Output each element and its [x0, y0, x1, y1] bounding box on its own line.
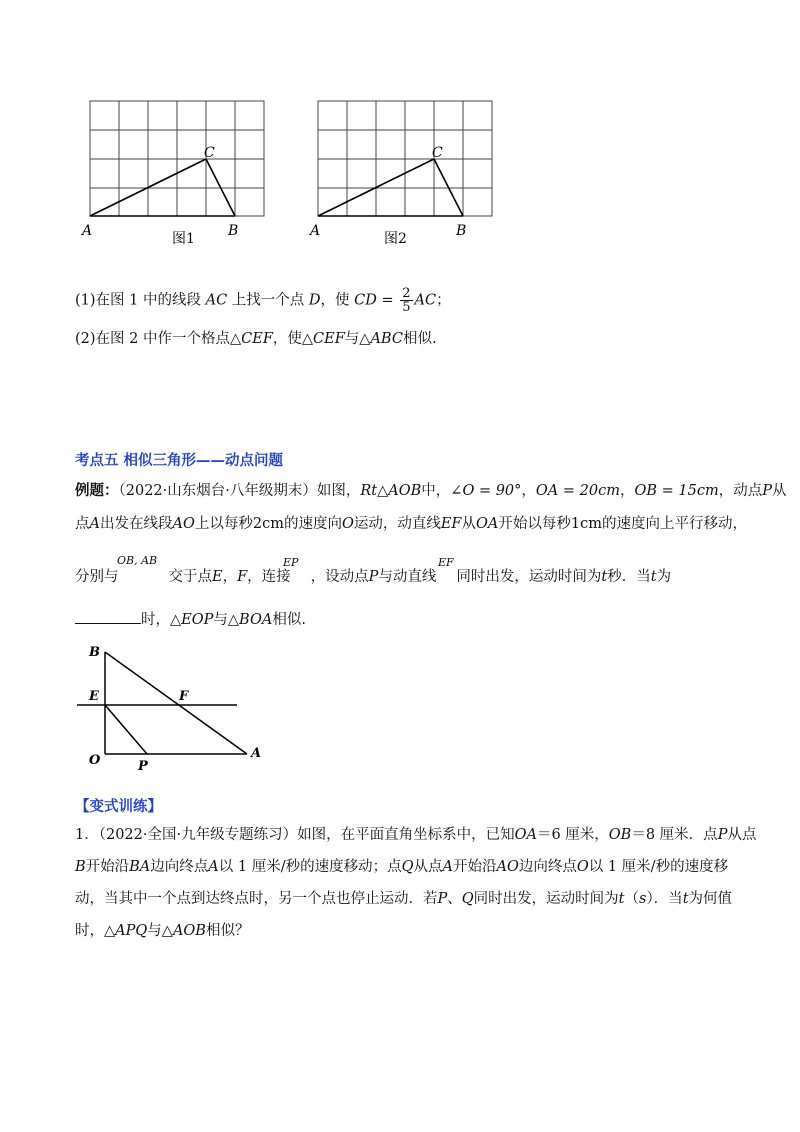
question-2 [75, 329, 437, 349]
v-text: 1．（2022·全国·九年级专题练习）如图，在平面直角坐标系中，已知 [75, 827, 515, 843]
ex-text: 从 [461, 516, 476, 532]
q1-text: 上找一个点 [231, 292, 305, 309]
label-b: B [456, 223, 467, 239]
v-text: ＝8 厘米．点 [631, 827, 718, 843]
ex-math: t [601, 569, 608, 585]
ex-text: 为 [656, 569, 672, 585]
v-text: 从点 [413, 859, 443, 875]
v-math: t [618, 891, 625, 907]
v-text: 动，当其中一个点到达终点时，另一个点也停止运动．若 [75, 891, 438, 907]
v-text: 开始沿 [452, 859, 497, 875]
ex-text: 的速度向 [283, 516, 342, 532]
label-p: P [138, 759, 148, 774]
example-line-1 [75, 481, 786, 501]
ex-text: 时， [141, 612, 170, 628]
q1-seg: AC [205, 292, 228, 309]
figure-3-lines [77, 652, 247, 754]
v-text: 以 1 厘米/秒的速度移 [588, 859, 729, 875]
caption-2: 图2 [384, 231, 407, 245]
v-text: 边向终点 [150, 859, 209, 875]
v-text: 开始沿 [85, 859, 130, 875]
ex-text: （2022·山东烟台·八年级期末）如图， [118, 483, 361, 499]
ex-text: 出发在线段 [99, 516, 173, 532]
example-line-4 [75, 609, 306, 630]
q1-lhs: CD [354, 292, 377, 309]
q2-tri: CEF [313, 331, 345, 347]
ex-text: 开始以每秒 [498, 516, 571, 532]
label-c: C [204, 145, 215, 161]
label-e: E [89, 689, 99, 704]
example-line-2 [75, 514, 747, 534]
v-math: APQ [115, 923, 148, 939]
ex-text: 运动，动直线 [353, 516, 441, 532]
figure-1 [80, 95, 280, 245]
ex-text: 点 [75, 516, 90, 532]
v-math: O [576, 859, 589, 875]
v-math: BA [129, 859, 151, 875]
ex-text: 相似. [272, 612, 306, 628]
v-text: 从点 [727, 827, 757, 843]
ex-text: 从 [771, 483, 787, 499]
q1-text: (1)在图 1 中的线段 [75, 292, 201, 309]
grid-1 [90, 101, 264, 216]
ex-math: P [368, 569, 379, 585]
variant-title: 【变式训练】 [75, 798, 162, 815]
v-text: 以 1 厘米/秒的速度移动；点 [218, 859, 402, 875]
example-sup-ob-ab: OB, AB [117, 554, 158, 567]
ex-math: O [341, 516, 354, 532]
fraction-denominator: 5 [402, 300, 411, 315]
ex-text: 的速度向上平行移动， [601, 516, 747, 532]
v-text: 边向终点 [518, 859, 577, 875]
q2-text: (2)在图 2 中作一个格点△ [75, 331, 242, 347]
ex-text: ， [222, 569, 238, 585]
v-math: P [717, 827, 728, 843]
v-math: OA [514, 827, 537, 843]
ex-math: Rt△AOB [360, 483, 422, 499]
q2-text: 与△ [344, 331, 371, 347]
label-f: F [179, 689, 189, 704]
ex-text: ，连接 [247, 569, 291, 585]
v-math: P [437, 891, 448, 907]
ex-math: △EOP [170, 612, 214, 628]
v-text: 同时出发，运动时间为 [473, 891, 619, 907]
ex-math: AO [172, 516, 195, 532]
ex-math: OA [476, 516, 499, 532]
q1-end: ； [436, 292, 451, 309]
ex-math: F [237, 569, 248, 585]
figure-2 [308, 95, 508, 245]
example-line-3 [75, 567, 671, 587]
q1-text: ，使 [320, 292, 350, 309]
ex-math: 2cm [252, 516, 284, 532]
ex-math: OA = 20cm [535, 483, 620, 499]
label-a: A [82, 223, 93, 239]
grid-2 [318, 101, 492, 216]
section-title: 考点五 相似三角形——动点问题 [75, 452, 284, 469]
ex-text: ， [619, 483, 635, 499]
label-c: C [432, 145, 443, 161]
v-math: A [442, 859, 453, 875]
v-math: A [208, 859, 219, 875]
q1-eq: = [376, 292, 399, 309]
ex-text: 与动直线 [378, 569, 437, 585]
ex-text: 中， [421, 483, 451, 499]
ex-text: 同时出发，运动时间为 [456, 569, 602, 585]
caption-1: 图1 [172, 231, 195, 245]
ex-math: 1cm [570, 516, 602, 532]
example-sup-ep: EP [283, 556, 299, 569]
v-math: Q [401, 859, 414, 875]
ex-math: t [650, 569, 657, 585]
ex-text: 分别与 [75, 569, 119, 585]
ex-text: ，动点 [718, 483, 763, 499]
label-b: B [228, 223, 239, 239]
ex-math: A [89, 516, 100, 532]
ex-math: E [212, 569, 223, 585]
label-b: B [89, 645, 100, 660]
v-text: 与△ [147, 923, 173, 939]
fraction-numerator: 2 [402, 286, 411, 301]
variant-line-1 [75, 825, 756, 845]
ex-text: ，设动点 [310, 569, 369, 585]
q2-tri: CEF [241, 331, 273, 347]
ex-math: P [762, 483, 772, 499]
label-o: O [89, 753, 101, 768]
v-math: Q [461, 891, 474, 907]
label-a: A [310, 223, 321, 239]
ex-text: ， [521, 483, 536, 499]
fraction [400, 287, 412, 314]
v-text: 相似？ [205, 923, 250, 939]
ex-text: 与 [213, 612, 228, 628]
v-text: （ [624, 891, 639, 907]
ex-math: OB = 15cm [634, 483, 719, 499]
label-a: A [251, 746, 262, 761]
v-text: 时，△ [75, 923, 116, 939]
v-math: t [682, 891, 689, 907]
v-math: s [638, 891, 647, 907]
q1-rhs: AC [414, 292, 437, 309]
v-math: OB [608, 827, 632, 843]
example-label: 例题： [75, 482, 119, 499]
answer-blank[interactable] [75, 609, 141, 624]
ex-text: 交于点 [168, 569, 212, 585]
v-math: B [75, 859, 86, 875]
q2-text: 相似. [402, 331, 437, 347]
ex-text: 上以每秒 [194, 516, 253, 532]
v-text: ）．当 [646, 891, 683, 907]
v-text: 为何值 [688, 891, 733, 907]
ex-math: △BOA [227, 612, 273, 628]
ex-math: ∠O = 90° [450, 483, 522, 499]
figure-3 [75, 640, 275, 780]
ex-math: EF [440, 516, 462, 532]
v-text: ＝6 厘米， [536, 827, 609, 843]
v-text: 、 [447, 891, 462, 907]
variant-line-4 [75, 921, 249, 941]
question-1 [75, 287, 451, 314]
v-math: AO [496, 859, 519, 875]
example-sup-ef: EF [438, 556, 454, 569]
variant-line-2 [75, 857, 728, 877]
v-math: AOB [172, 923, 206, 939]
variant-line-3 [75, 889, 732, 909]
ex-text: 秒．当 [607, 569, 651, 585]
q2-text: ，使△ [272, 331, 314, 347]
q2-tri: ABC [370, 331, 403, 347]
q1-point: D [308, 292, 321, 309]
